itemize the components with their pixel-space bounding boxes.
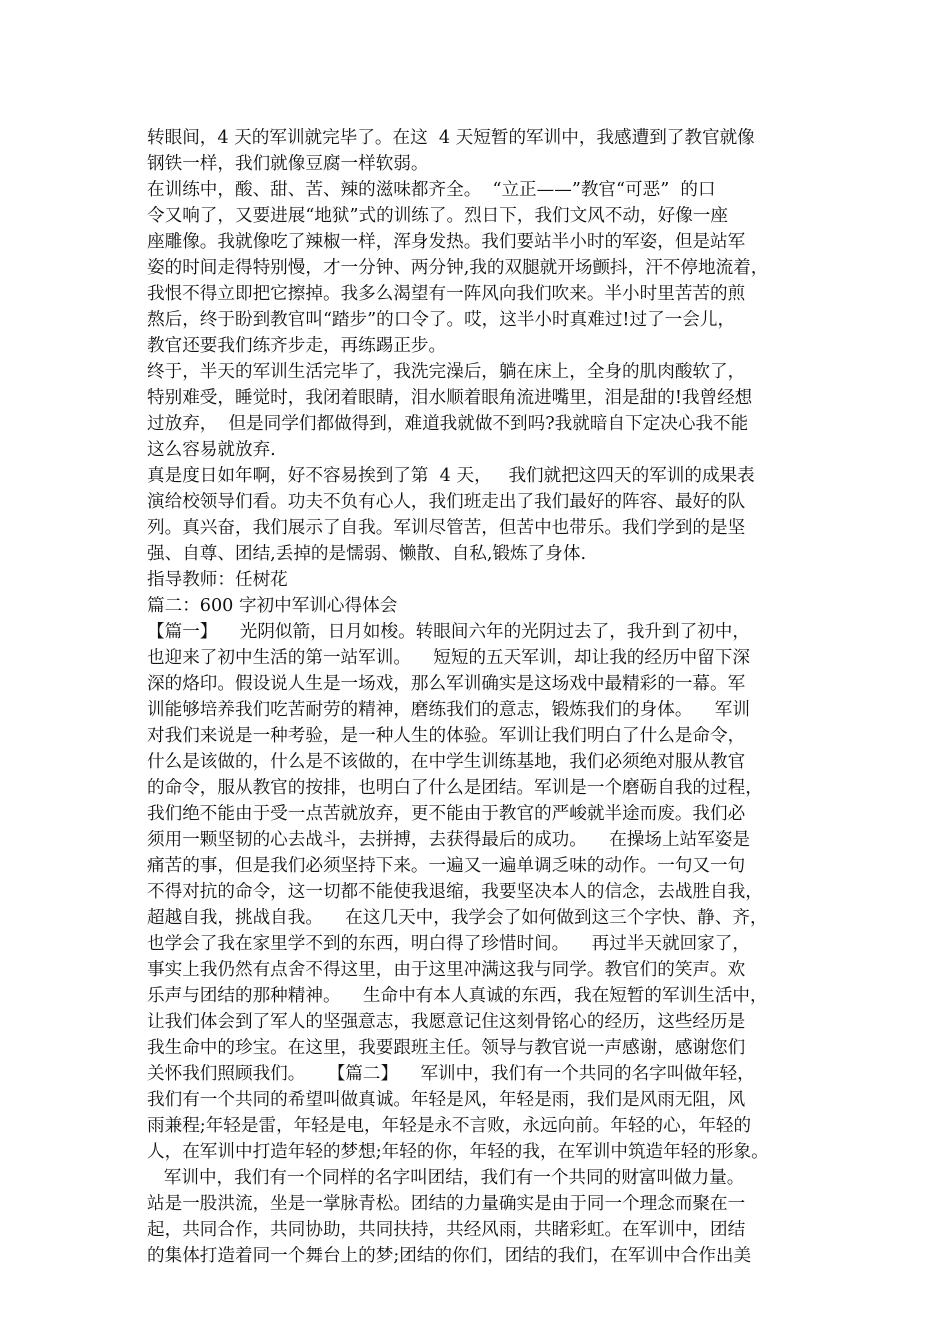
text-line: 也学会了我在家里学不到的东西，明白得了珍惜时间。 再过半天就回家了， [147,934,750,954]
text-line: 站是一股洪流，坐是一掌脉青松。团结的力量确实是由于同一个理念而聚在一 [147,1194,746,1214]
text-line: 深的烙印。假设说人生是一场戏，那么军训确实是这场戏中最精彩的一幕。军 [147,674,746,694]
text-line: 对我们来说是一种考验，是一种人生的体验。军训让我们明白了什么是命令， [147,726,746,746]
text-line: 训能够培养我们吃苦耐劳的精神，磨练我们的意志，锻炼我们的身体。 军训 [147,700,750,720]
text-line: 转眼间，4 天的军训就完毕了。在这 4 天短暂的军训中，我感遭到了教官就像 [147,128,755,148]
text-line: 我们有一个共同的希望叫做真诚。年轻是风，年轻是雨，我们是风雨无阻，风 [147,1090,746,1110]
text-line: 我生命中的珍宝。在这里，我要跟班主任。领导与教官说一声感谢，感谢您们 [147,1038,746,1058]
text-line: 指导教师：任树花 [147,570,288,590]
text-line: 过放弃， 但是同学们都做得到，难道我就做不到吗?我就暗自下定决心我不能 [147,414,749,434]
text-line: 令又响了，又要进展“地狱”式的训练了。烈日下，我们文风不动，好像一座 [147,206,728,226]
text-line: 列。真兴奋，我们展示了自我。军训尽管苦，但苦中也带乐。我们学到的是坚 [147,518,746,538]
text-line: 的命令，服从教官的按排，也明白了什么是团结。军训是一个磨砺自我的过程， [147,778,763,798]
text-line: 超越自我，挑战自我。 在这几天中，我学会了如何做到这三个字快、静、齐， [147,908,768,928]
text-line: 真是度日如年啊，好不容易挨到了第 4 天， 我们就把这四天的军训的成果表 [147,466,755,486]
text-line: 不得对抗的命令，这一切都不能使我退缩，我要坚决本人的信念，去战胜自我， [147,882,763,902]
text-line: 终于，半天的军训生活完毕了，我洗完澡后，躺在床上，全身的肌肉酸软了， [147,362,746,382]
text-line: 强、自尊、团结,丢掉的是懦弱、懒散、自私,锻炼了身体. [147,544,587,564]
text-line: 这么容易就放弃. [147,440,276,460]
text-line: 痛苦的事，但是我们必须坚持下来。一遍又一遍单调乏味的动作。一句又一句 [147,856,746,876]
text-line: 须用一颗坚韧的心去战斗，去拼搏，去获得最后的成功。 在操场上站军姿是 [147,830,750,850]
text-line: 军训中，我们有一个同样的名字叫团结，我们有一个共同的财富叫做力量。 [147,1168,745,1188]
text-line: 熬后，终于盼到教官叫“踏步”的口令了。哎，这半小时真难过!过了一会儿， [147,310,736,330]
text-line: 人，在军训中打造年轻的梦想;年轻的你，年轻的我，在军训中筑造年轻的形象。 [147,1142,769,1162]
text-line: 事实上我仍然有点舍不得这里，由于这里冲满这我与同学。教官们的笑声。欢 [147,960,746,980]
text-line: 我们绝不能由于受一点苦就放弃，更不能由于教官的严峻就半途而废。我们必 [147,804,746,824]
text-line: 让我们体会到了军人的坚强意志，我愿意记住这刻骨铭心的经历，这些经历是 [147,1012,746,1032]
text-line: 座雕像。我就像吃了辣椒一样，浑身发热。我们要站半小时的军姿，但是站军 [147,232,746,252]
text-line: 的集体打造着同一个舞台上的梦;团结的你们，团结的我们，在军训中合作出美 [147,1246,752,1266]
text-line: 演给校领导们看。功夫不负有心人，我们班走出了我们最好的阵容、最好的队 [147,492,746,512]
text-line: 关怀我们照顾我们。 【篇二】 军训中，我们有一个共同的名字叫做年轻， [147,1064,755,1084]
text-line: 在训练中，酸、甜、苦、辣的滋味都齐全。 “立正——”教官“可恶” 的口 [147,180,716,200]
text-line: 雨兼程;年轻是雷，年轻是电，年轻是永不言败，永远向前。年轻的心，年轻的 [147,1116,752,1136]
text-line: 教官还要我们练齐步走，再练踢正步。 [147,336,447,356]
text-line: 特别难受，睡觉时，我闭着眼睛，泪水顺着眼角流进嘴里，泪是甜的!我曾经想 [147,388,753,408]
text-line: 钢铁一样，我们就像豆腐一样软弱。 [147,154,429,174]
text-line: 我恨不得立即把它擦掉。我多么渴望有一阵风向我们吹来。半小时里苦苦的煎 [147,284,746,304]
text-line: 姿的时间走得特别慢，才一分钟、两分钟,我的双腿就开场颤抖，汗不停地流着， [147,258,769,278]
text-line: 也迎来了初中生活的第一站军训。 短短的五天军训，却让我的经历中留下深 [147,648,750,668]
text-line: 起，共同合作，共同协助，共同扶持，共经风雨，共睹彩虹。在军训中，团结 [147,1220,746,1240]
text-line: 篇二：600 字初中军训心得体会 [147,596,398,616]
text-line: 乐声与团结的那种精神。 生命中有本人真诚的东西，我在短暂的军训生活中， [147,986,768,1006]
document-body [147,125,827,1269]
text-line: 【篇一】 光阴似箭，日月如梭。转眼间六年的光阴过去了，我升到了初中， [147,622,750,642]
text-line: 什么是该做的，什么是不该做的，在中学生训练基地，我们必须绝对服从教官 [147,752,746,772]
